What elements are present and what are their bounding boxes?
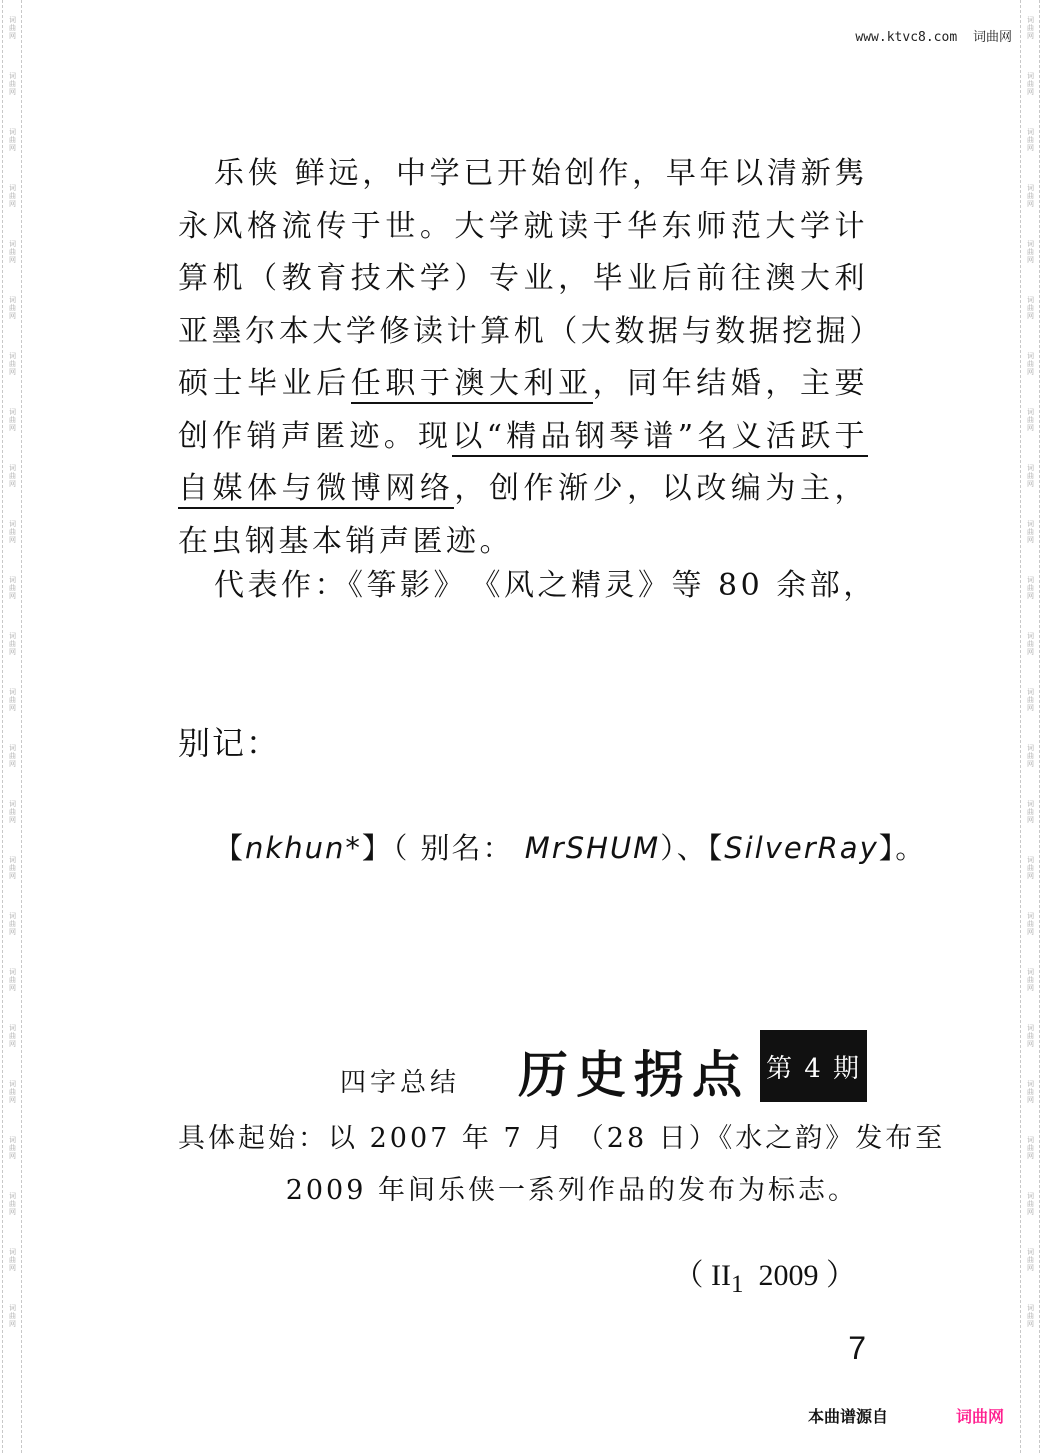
side-watermark-text: 词曲网 (1026, 576, 1035, 600)
side-watermark-text: 词曲网 (1026, 1248, 1035, 1272)
side-watermark-text: 词曲网 (1026, 688, 1035, 712)
side-watermark-text: 词曲网 (8, 856, 17, 880)
side-watermark-text: 词曲网 (1026, 1080, 1035, 1104)
alias-mrshum: MrSHUM (524, 831, 661, 865)
bracket-close: 】。 (878, 831, 927, 865)
summary-label: 四字总结 (340, 1068, 461, 1098)
side-watermark-text: 词曲网 (8, 968, 17, 992)
alias-silverray: SilverRay (724, 831, 879, 865)
side-watermark-text: 词曲网 (8, 912, 17, 936)
side-watermark-text: 词曲网 (8, 72, 17, 96)
side-watermark-text: 词曲网 (1026, 296, 1035, 320)
underlined-phrase-media: 以“精品钢琴谱”名义活跃于自媒体与微博网络 (178, 419, 868, 510)
side-watermark-text: 词曲网 (1026, 1304, 1035, 1328)
signature-year: 2009 ） (758, 1259, 856, 1292)
side-watermark-text: 词曲网 (8, 128, 17, 152)
side-watermark-text: 词曲网 (8, 688, 17, 712)
side-watermark-text: 词曲网 (1026, 72, 1035, 96)
side-watermark-text: 词曲网 (1026, 16, 1035, 40)
notes-label: 别记： (178, 724, 281, 762)
biography-paragraph (178, 148, 868, 568)
signature-subscript: 1 (731, 1271, 744, 1298)
side-watermark-text: 词曲网 (1026, 184, 1035, 208)
alias-separator: 】（ 别名： (361, 831, 514, 865)
side-watermark-text: 词曲网 (1026, 352, 1035, 376)
side-watermark-text: 词曲网 (1026, 240, 1035, 264)
side-watermark-text: 词曲网 (8, 576, 17, 600)
side-watermark-text: 词曲网 (1026, 464, 1035, 488)
page-number: 7 (848, 1330, 866, 1366)
bio-text-start: 乐侠 鲜远，中学已开始创作，早年以清新隽永风格流传于世。大学就读于华东师范大学计算机（教育技术学）专业，毕业后前往澳大利亚墨尔本大学修读计算机（大数据与数据挖掘）硕士毕业后 (178, 156, 868, 401)
side-watermark-text: 词曲网 (1026, 1192, 1035, 1216)
side-watermark-text: 词曲网 (8, 240, 17, 264)
bio-text-middle: ，同年结婚，主要创作销声匿迹。现 (178, 366, 869, 454)
side-watermark-text: 词曲网 (8, 800, 17, 824)
summary-title: 历史拐点 (518, 1045, 750, 1104)
side-watermark-text: 词曲网 (1026, 912, 1035, 936)
footer-source-text: 本曲谱源自 (808, 1407, 889, 1426)
underlined-phrase-australia: 任职于澳大利亚 (351, 366, 593, 404)
signature-name: （ II (673, 1259, 731, 1292)
footer-brand-link[interactable]: 词曲网 (956, 1407, 1005, 1426)
side-watermark-text: 词曲网 (8, 408, 17, 432)
side-watermark-text: 词曲网 (1026, 128, 1035, 152)
side-watermark-text: 词曲网 (8, 352, 17, 376)
side-watermark-text: 词曲网 (8, 520, 17, 544)
side-watermark-text: 词曲网 (8, 1136, 17, 1160)
site-url-link[interactable]: www.ktvc8.com (855, 30, 958, 45)
side-watermark-text: 词曲网 (8, 1080, 17, 1104)
side-watermark-text: 词曲网 (1026, 408, 1035, 432)
side-watermark-text: 词曲网 (8, 1304, 17, 1328)
issue-badge (760, 1030, 867, 1102)
side-watermark-text: 词曲网 (8, 1192, 17, 1216)
side-watermark-text: 词曲网 (8, 1248, 17, 1272)
side-watermark-text: 词曲网 (1026, 800, 1035, 824)
side-watermark-text: 词曲网 (1026, 856, 1035, 880)
representative-works: 代表作：《筝影》 《风之精灵》等 80 余部， (214, 568, 877, 603)
side-watermark-text: 词曲网 (1026, 968, 1035, 992)
side-watermark-text: 词曲网 (1026, 1024, 1035, 1048)
side-watermark-text: 词曲网 (8, 1024, 17, 1048)
bio-text-end: ，创作渐少，以改编为主，在虫钢基本销声匿迹。 (178, 471, 869, 559)
side-watermark-text: 词曲网 (8, 632, 17, 656)
side-watermark-text: 词曲网 (8, 16, 17, 40)
left-watermark-strip (2, 0, 22, 1453)
issue-number: 第 4 期 (765, 1053, 862, 1084)
side-watermark-text: 词曲网 (8, 184, 17, 208)
side-watermark-text: 词曲网 (1026, 744, 1035, 768)
side-watermark-text: 词曲网 (8, 464, 17, 488)
aliases-line (214, 826, 926, 867)
side-watermark-text: 词曲网 (8, 296, 17, 320)
signature (674, 1250, 856, 1299)
side-watermark-text: 词曲网 (1026, 632, 1035, 656)
right-watermark-strip (1020, 0, 1040, 1453)
summary-detail-line-2: 2009 年间乐侠一系列作品的发布为标志。 (285, 1175, 858, 1206)
alias-separator-2: ）、【 (660, 831, 725, 865)
side-watermark-text: 词曲网 (8, 744, 17, 768)
summary-detail-line-1: 具体起始：以 2007 年 7 月 （28 日）《水之韵》发布至 (178, 1123, 946, 1154)
alias-nkhun: nkhun* (245, 831, 362, 865)
side-watermark-text: 词曲网 (1026, 1136, 1035, 1160)
site-header (855, 26, 1012, 45)
bracket-open: 【 (214, 831, 246, 865)
side-watermark-text: 词曲网 (1026, 520, 1035, 544)
site-name: 词曲网 (972, 30, 1012, 45)
